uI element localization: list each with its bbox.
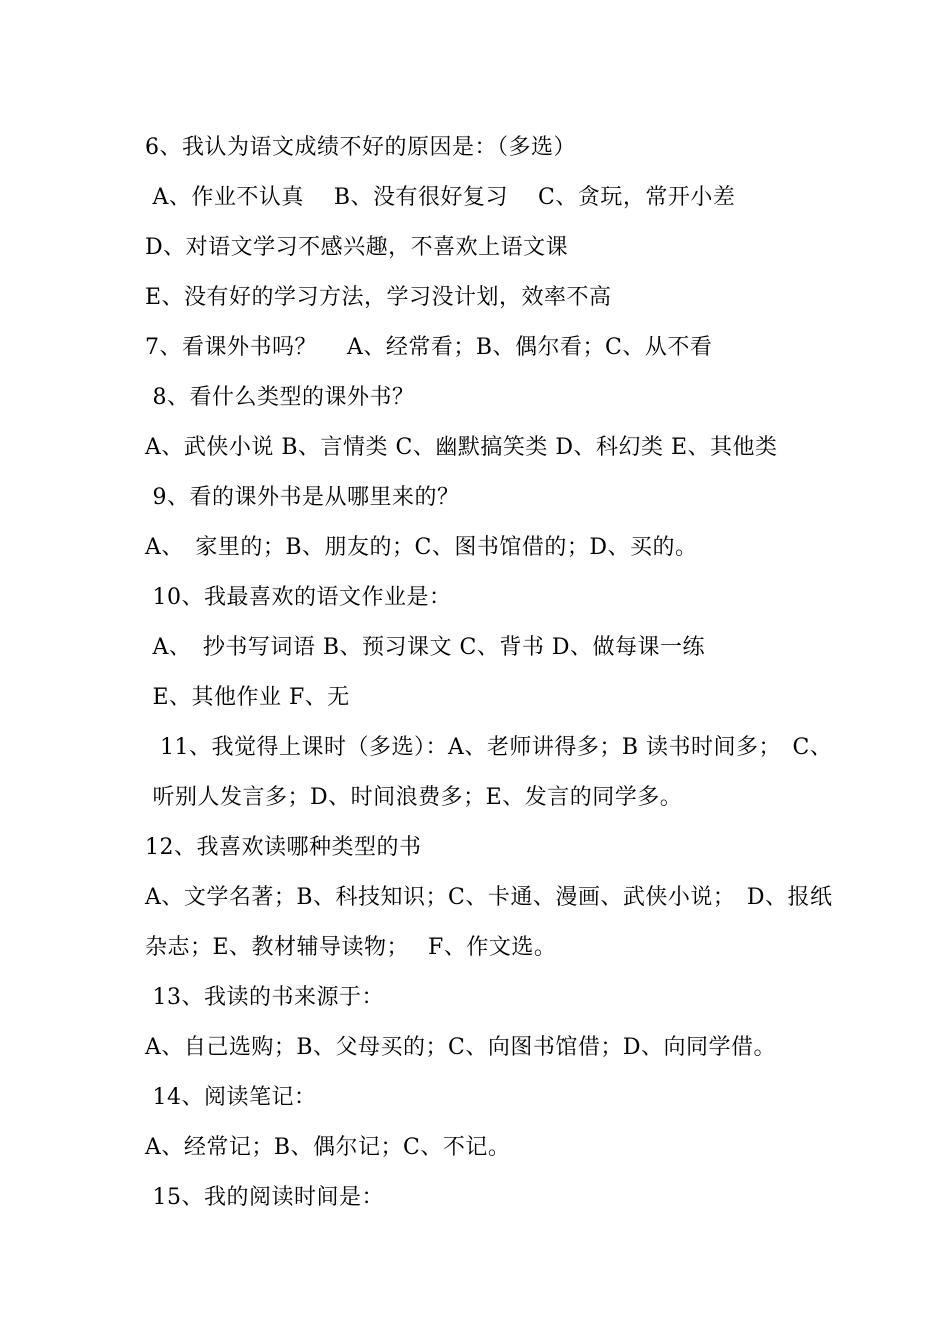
question-12-options-cont: 杂志；E、教材辅导读物； F、作文选。: [145, 935, 557, 960]
question-15: 15、我的阅读时间是：: [145, 1185, 384, 1210]
question-6: 6、我认为语文成绩不好的原因是：（多选）: [145, 135, 576, 160]
question-8-options: A、武侠小说 B、言情类 C、幽默搞笑类 D、科幻类 E、其他类: [145, 435, 778, 460]
question-13-options: A、自己选购；B、父母买的；C、向图书馆借；D、向同学借。: [145, 1035, 777, 1060]
question-6-option-d: D、对语文学习不感兴趣，不喜欢上语文课: [145, 235, 569, 260]
question-6-option-e: E、没有好的学习方法，学习没计划，效率不高: [145, 285, 612, 310]
question-14-options: A、经常记；B、偶尔记；C、不记。: [145, 1135, 511, 1160]
question-10-options-e-f: E、其他作业 F、无: [145, 685, 350, 710]
question-14: 14、阅读笔记：: [145, 1085, 317, 1110]
question-11: 11、我觉得上课时（多选）：A、老师讲得多；B 读书时间多； C、: [145, 735, 833, 760]
question-10: 10、我最喜欢的语文作业是：: [145, 585, 452, 610]
question-6-options-a-c: A、作业不认真 B、没有很好复习 C、贪玩，常开小差: [145, 185, 736, 210]
question-9-options: A、 家里的；B、朋友的；C、图书馆借的；D、买的。: [145, 535, 698, 560]
question-7: 7、看课外书吗？ A、经常看；B、偶尔看；C、从不看: [145, 335, 713, 360]
question-9: 9、看的课外书是从哪里来的？: [145, 485, 460, 510]
question-8: 8、看什么类型的课外书？: [145, 385, 415, 410]
question-12-options-a-d: A、文学名著；B、科技知识；C、卡通、漫画、武侠小说； D、报纸: [145, 885, 833, 910]
question-11-options-cont: 听别人发言多；D、时间浪费多；E、发言的同学多。: [145, 785, 683, 810]
question-13: 13、我读的书来源于：: [145, 985, 384, 1010]
question-12: 12、我喜欢读哪种类型的书: [145, 835, 422, 860]
question-10-options-a-d: A、 抄书写词语 B、预习课文 C、背书 D、做每课一练: [145, 635, 706, 660]
